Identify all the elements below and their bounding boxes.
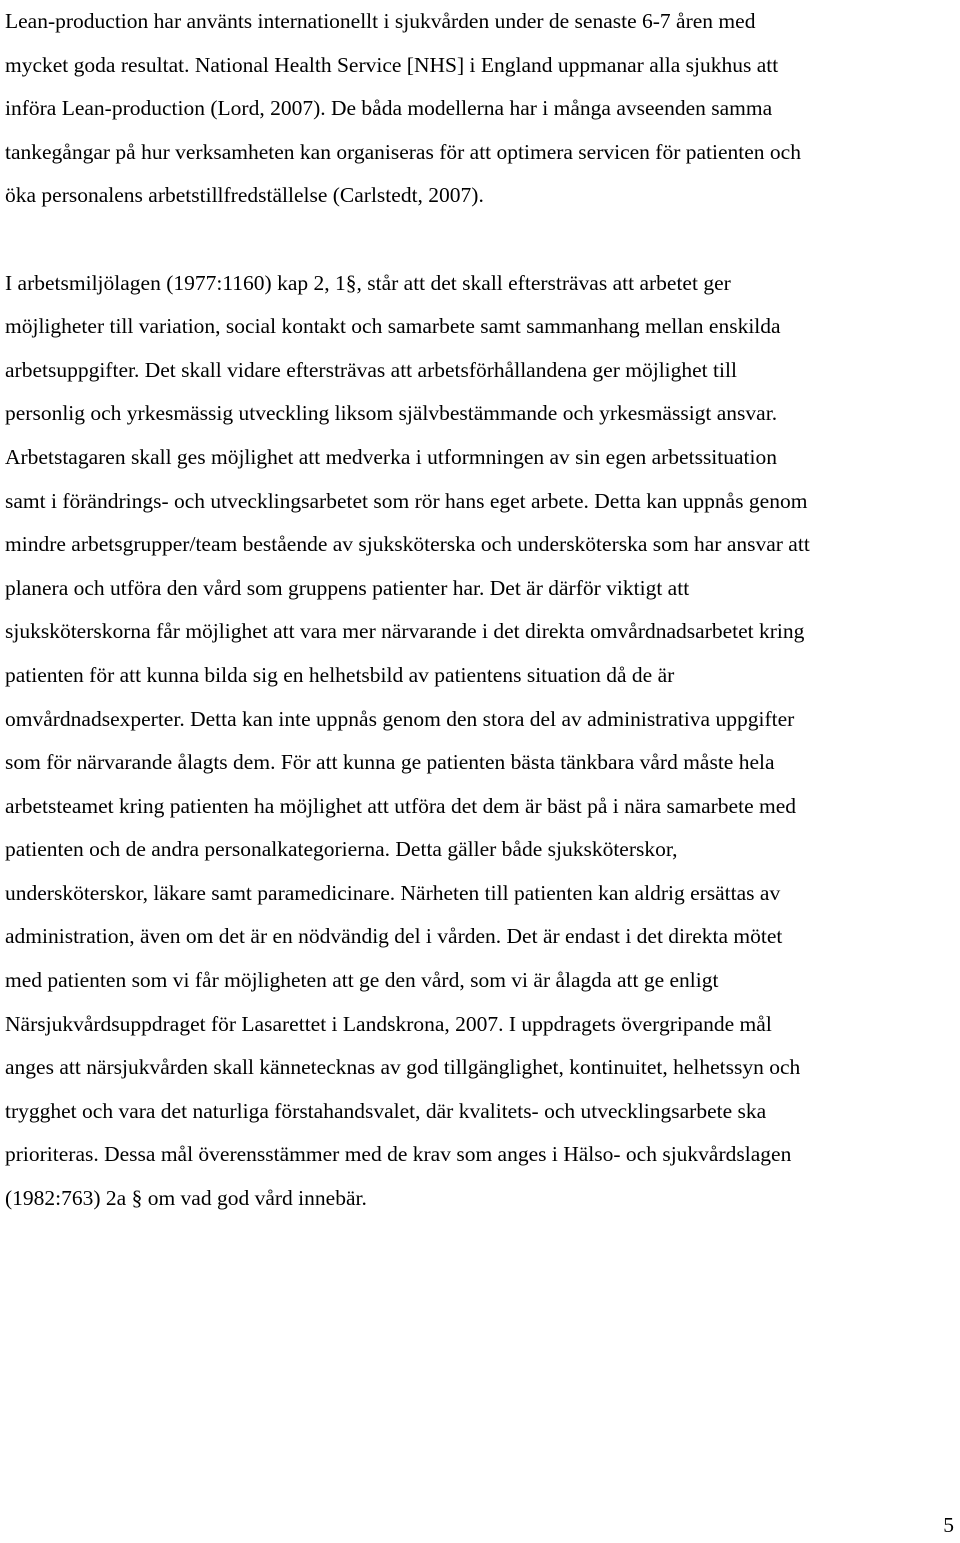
text-line: omvårdnadsexperter. Detta kan inte uppnås genom den stora del av administrativa uppgifter [5,706,795,731]
text-line: undersköterskor, läkare samt paramedicinare. Närheten till patienten kan aldrig ersättas av [5,880,781,905]
text-line: Lean-production har använts internationellt i sjukvården under de senaste 6-7 åren med [5,9,756,33]
text-line: mindre arbetsgrupper/team bestående av sjuksköterska och undersköterska som har ansvar att [5,532,810,557]
text-line: arbetsuppgifter. Det skall vidare eftersträvas att arbetsförhållandena ger möjlighet till [5,357,737,382]
text-line: med patienten som vi får möjligheten att ge den vård, som vi är ålagda att ge enligt [5,968,719,993]
text-line: patienten och de andra personalkategorierna. Detta gäller både sjuksköterskor, [5,837,678,862]
text-line: personlig och yrkesmässig utveckling liksom självbestämmande och yrkesmässigt ansvar. [5,401,778,426]
text-line: samt i förändrings- och utvecklingsarbetet som rör hans eget arbete. Detta kan uppnås genom [5,488,808,513]
text-line: patienten för att kunna bilda sig en helhetsbild av patientens situation då de är [5,662,675,687]
text-line: arbetsteamet kring patienten ha möjlighet att utföra det dem är bäst på i nära samarbete med [5,793,797,818]
text-line: Närsjukvårdsuppdraget för Lasarettet i Landskrona, 2007. I uppdragets övergripande mål [5,1011,772,1036]
text-line: öka personalens arbetstillfredställelse (Carlstedt, 2007). [5,183,484,208]
text-line: I arbetsmiljölagen (1977:1160) kap 2, 1§, står att det skall eftersträvas att arbetet ger [5,270,731,295]
paragraph-arbetsmiljolagen [5,262,957,1221]
text-line: sjuksköterskorna får möjlighet att vara mer närvarande i det direkta omvårdnadsarbetet kring [5,619,805,644]
document-page [5,0,957,1221]
text-line: tankegångar på hur verksamheten kan organiseras för att optimera servicen för patienten och [5,139,801,164]
page-number: 5 [943,1513,954,1537]
text-line: som för närvarande ålagts dem. För att kunna ge patienten bästa tänkbara vård måste hela [5,750,775,775]
text-line: möjligheter till variation, social kontakt och samarbete samt sammanhang mellan enskilda [5,314,781,339]
text-line: planera och utföra den vård som gruppens patienter har. Det är därför viktigt att [5,575,690,600]
text-line: (1982:763) 2a § om vad god vård innebär. [5,1186,367,1211]
text-line: Arbetstagaren skall ges möjlighet att medverka i utformningen av sin egen arbetssituation [5,444,777,469]
text-line: mycket goda resultat. National Health Service [NHS] i England uppmanar alla sjukhus att [5,52,779,77]
text-line: anges att närsjukvården skall kännetecknas av god tillgänglighet, kontinuitet, helhetssyn och [5,1055,801,1080]
text-line: administration, även om det är en nödvändig del i vården. Det är endast i det direkta mötet [5,924,783,949]
text-line: trygghet och vara det naturliga förstahandsvalet, där kvalitets- och utvecklingsarbete ska [5,1098,767,1123]
text-line: införa Lean-production (Lord, 2007). De båda modellerna har i många avseenden samma [5,96,773,121]
paragraph-lean-production [5,0,957,218]
text-line: prioriteras. Dessa mål överensstämmer med de krav som anges i Hälso- och sjukvårdslagen [5,1142,792,1167]
